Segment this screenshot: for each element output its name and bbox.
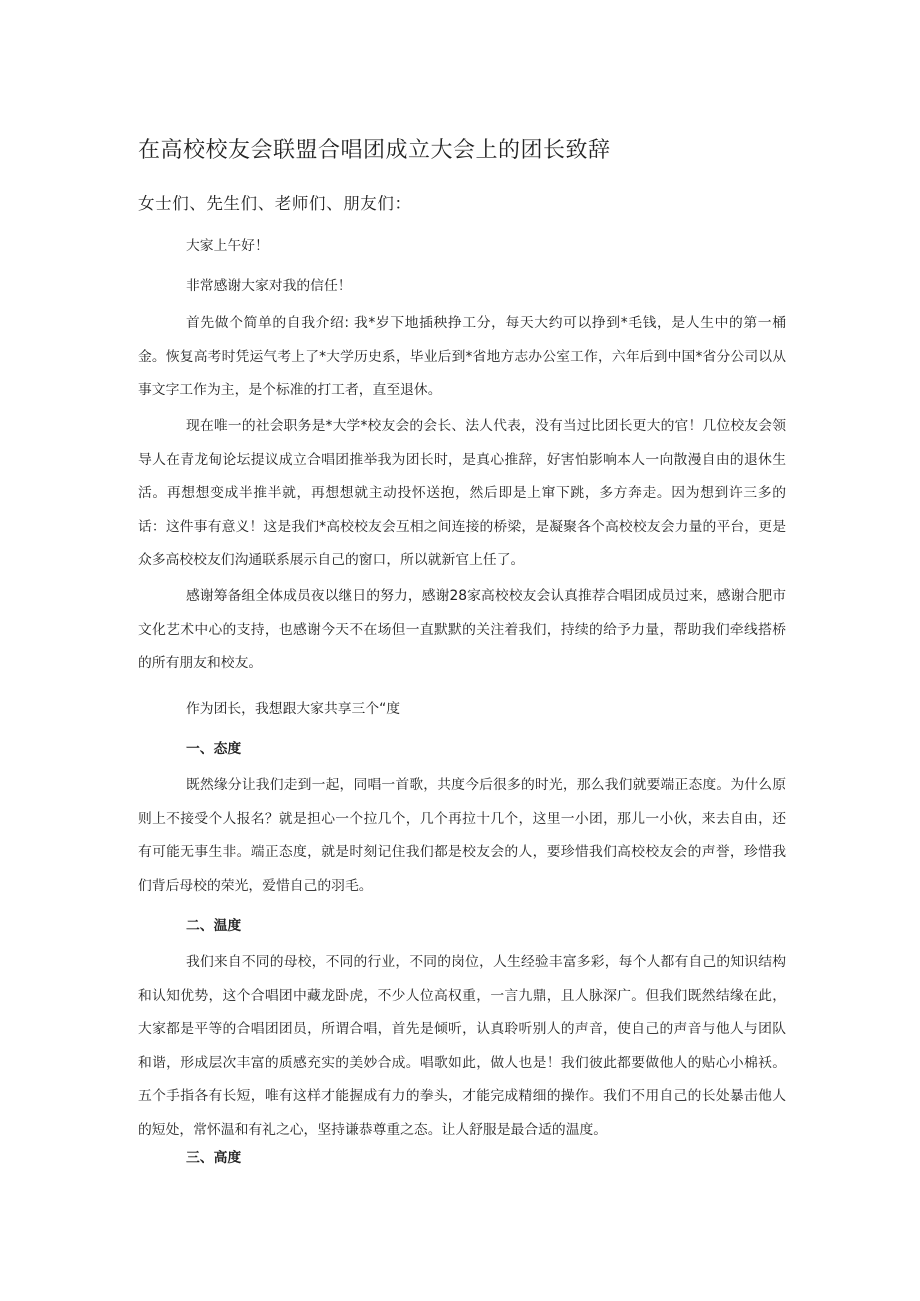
intro-text: 作为团长，我想跟大家共享三个“度 bbox=[186, 701, 401, 717]
greeting-text: 大家上午好！ bbox=[186, 238, 269, 254]
salutation: 女士们、先生们、老师们、朋友们： bbox=[138, 194, 412, 213]
thanks-text: 非常感谢大家对我的信任！ bbox=[186, 278, 352, 294]
paragraph-text: 感谢筹备组全体成员夜以继日的努力，感谢28家高校校友会认真推荐合唱团成员过来，感谢合肥市文化艺术中心的支持，也感谢今天不在场但一直默默的关注着我们，持续的给予力量，帮助我们牵线搭桥的所有朋友和校友。 bbox=[138, 588, 786, 671]
paragraph-text: 首先做个简单的自我介绍: 我*岁下地插秧挣工分，每天大约可以挣到*毛钱，是人生中的第一桶金。恢复高考时凭运气考上了*大学历史系，毕业后到*省地方志办公室工作，六年后到中国*省分公司以从事文字工作为主，是个标准的打工者，直至退休。 bbox=[138, 315, 786, 398]
paragraph-text: 我们来自不同的母校，不同的行业，不同的岗位，人生经验丰富多彩，每个人都有自己的知识结构和认知优势，这个合唱团中藏龙卧虎，不少人位高权重，一言九鼎，且人脉深广。但我们既然结缘在此，大家都是平等的合唱团团员，所谓合唱，首先是倾听，认真聆听别人的声音，使自己的声音与他人与团队和谐，形成层次丰富的质感充实的美妙合成。唱歌如此，做人也是！我们彼此都要做他人的贴心小棉袄。五个手指各有长短，唯有这样才能握成有力的拳头，才能完成精细的操作。我们不用自己的长处暴击他人的短处，常怀温和有礼之心，坚持谦恭尊重之态。让人舒服是最合适的温度。 bbox=[138, 954, 786, 1138]
intro-three-degrees bbox=[138, 697, 786, 717]
paragraph-attitude bbox=[138, 769, 786, 903]
section-heading: 三、高度 bbox=[186, 1150, 242, 1166]
paragraph-thanks bbox=[138, 580, 786, 681]
section-heading: 二、温度 bbox=[186, 918, 242, 934]
heading-height bbox=[138, 1146, 786, 1166]
greeting bbox=[138, 234, 786, 254]
section-heading: 一、态度 bbox=[186, 741, 242, 757]
thanks bbox=[138, 274, 786, 294]
paragraph-warmth bbox=[138, 946, 786, 1147]
heading-attitude bbox=[138, 737, 786, 757]
document-title: 在高校校友会联盟合唱团成立大会上的团长致辞 bbox=[138, 138, 611, 163]
paragraph-role bbox=[138, 410, 786, 578]
heading-warmth bbox=[138, 914, 786, 934]
paragraph-text: 既然缘分让我们走到一起，同唱一首歌，共度今后很多的时光，那么我们就要端正态度。为什么原则上不接受个人报名？就是担心一个拉几个，几个再拉十几个，这里一小团，那儿一小伙，来去自由，还有可能无事生非。端正态度，就是时刻记住我们都是校友会的人，要珍惜我们高校校友会的声誉，珍惜我们背后母校的荣光，爱惜自己的羽毛。 bbox=[138, 777, 786, 894]
paragraph-text: 现在唯一的社会职务是*大学*校友会的会长、法人代表，没有当过比团长更大的官！几位校友会领导人在青龙甸论坛提议成立合唱团推举我为团长时，是真心推辞，好害怕影响本人一向散漫自由的退休生活。再想想变成半推半就，再想想就主动投怀送抱，然后即是上窜下跳，多方奔走。因为想到许三多的话：这件事有意义！这是我们*高校校友会互相之间连接的桥梁，是凝聚各个高校校友会力量的平台，更是众多高校校友们沟通联系展示自己的窗口，所以就新官上任了。 bbox=[138, 418, 786, 568]
paragraph-self-intro bbox=[138, 307, 786, 408]
